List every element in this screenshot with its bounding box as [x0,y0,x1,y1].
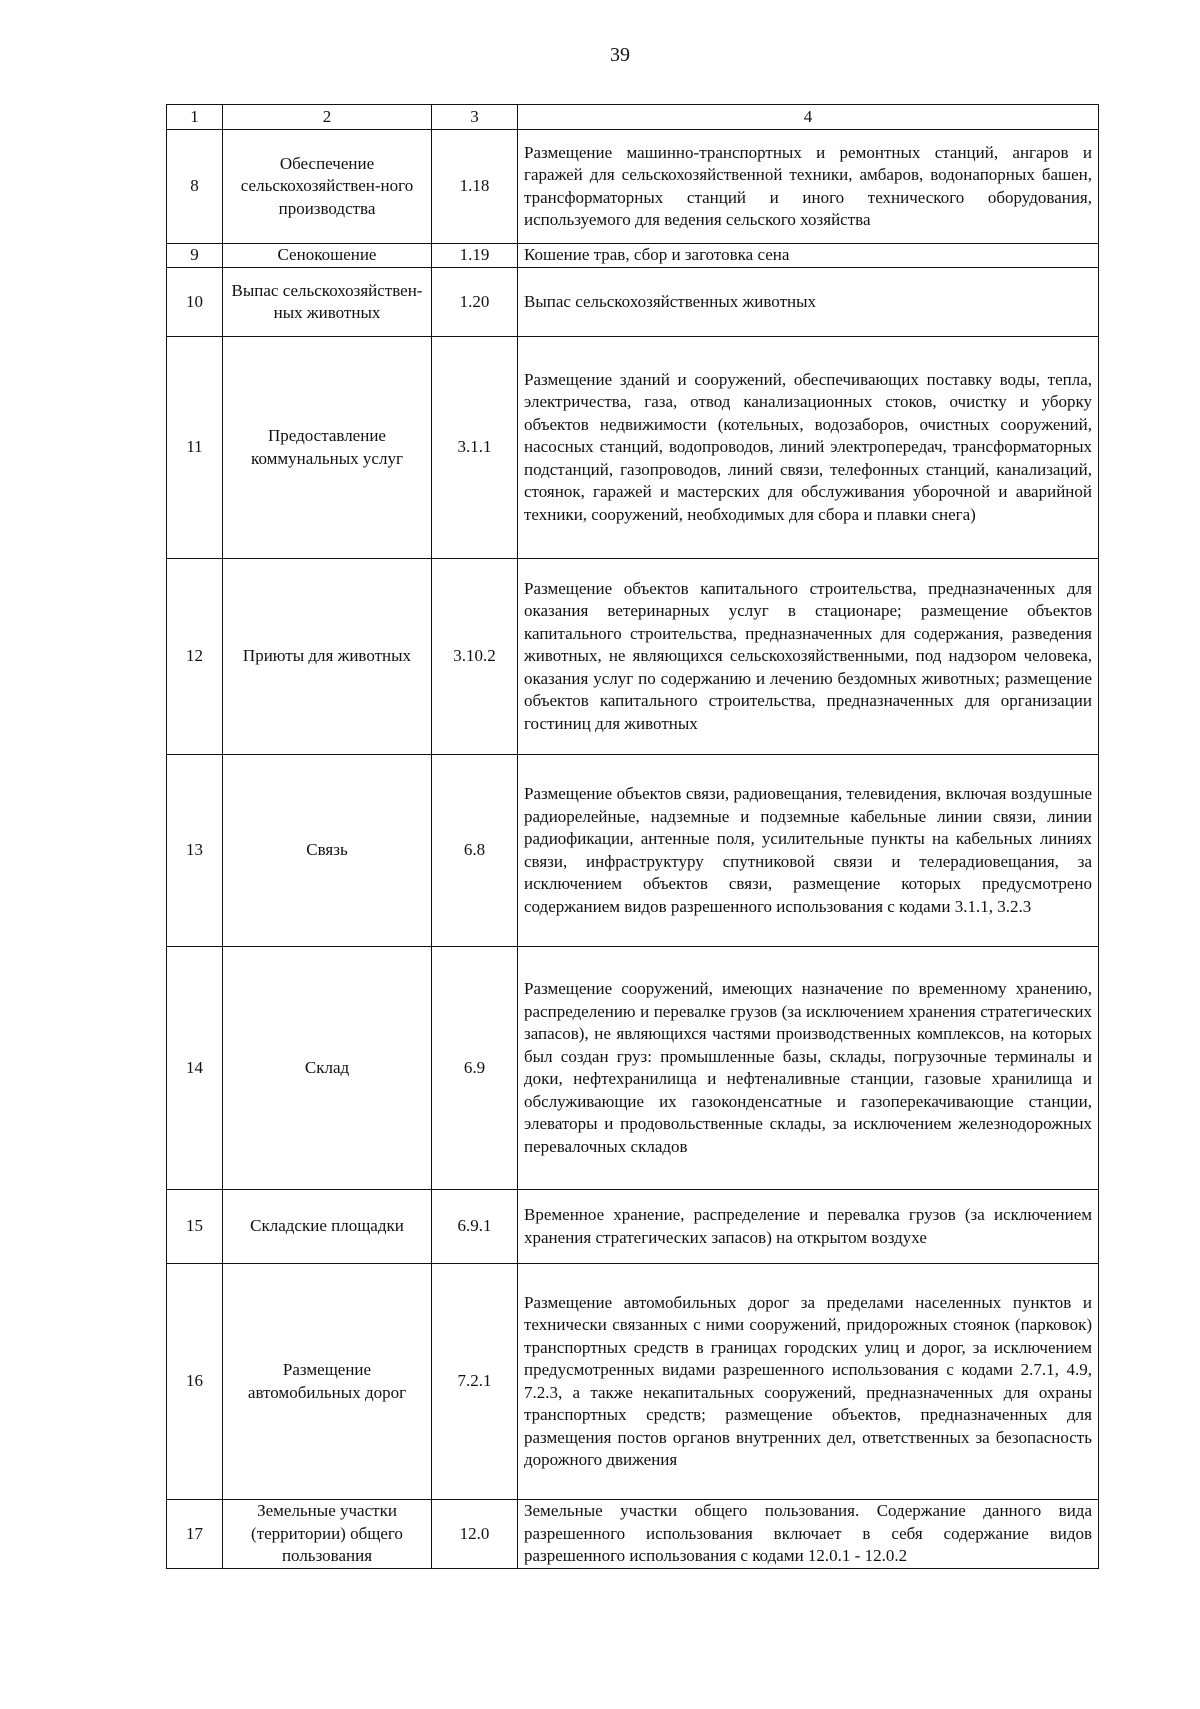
row-code: 6.9.1 [432,1190,518,1264]
row-code: 1.20 [432,268,518,337]
row-name: Размещение автомобильных дорог [223,1264,432,1500]
table-row [167,337,1099,559]
row-name: Предоставление коммунальных услуг [223,337,432,559]
row-number: 17 [167,1500,223,1569]
row-code: 12.0 [432,1500,518,1569]
row-name: Земельные участки (территории) общего пользования [223,1500,432,1569]
page-number: 39 [610,44,630,66]
table-row [167,1264,1099,1500]
table-row [167,755,1099,947]
table-row [167,559,1099,755]
row-code: 6.8 [432,755,518,947]
header-col-1: 1 [167,105,223,130]
header-col-4: 4 [518,105,1099,130]
row-description: Размещение машинно-транспортных и ремонтных станций, ангаров и гаражей для сельскохозяйственной техники, амбаров, водонапорных башен, трансформаторных станций и иного технического оборудования, используемого для ведения сельского хозяйства [518,130,1099,244]
table-row [167,130,1099,244]
row-number: 14 [167,947,223,1190]
table-row [167,244,1099,268]
row-code: 7.2.1 [432,1264,518,1500]
row-code: 6.9 [432,947,518,1190]
row-name: Выпас сельскохозяйствен-ных животных [223,268,432,337]
row-description: Временное хранение, распределение и перевалка грузов (за исключением хранения стратегических запасов) на открытом воздухе [518,1190,1099,1264]
header-row [167,105,1099,130]
row-description: Кошение трав, сбор и заготовка сена [518,244,1099,268]
row-description: Размещение объектов связи, радиовещания, телевидения, включая воздушные радиорелейные, надземные и подземные кабельные линии связи, линии радиофикации, антенные поля, усилительные пункты на кабельных линиях связи, инфраструктуру спутниковой связи и телерадиовещания, за исключением объектов связи, размещение которых предусмотрено содержанием видов разрешенного использования с кодами 3.1.1, 3.2.3 [518,755,1099,947]
row-number: 16 [167,1264,223,1500]
table-body [167,130,1099,1569]
row-description: Размещение сооружений, имеющих назначение по временному хранению, распределению и перевалке грузов (за исключением хранения стратегических запасов), не являющихся частями производственных комплексов, на которых был создан груз: промышленные базы, склады, погрузочные терминалы и доки, нефтехранилища и нефтеналивные станции, газовые хранилища и обслуживающие их газоконденсатные и газоперекачивающие станции, элеваторы и продовольственные склады, за исключением железнодорожных перевалочных складов [518,947,1099,1190]
row-number: 8 [167,130,223,244]
row-name: Сенокошение [223,244,432,268]
row-description: Выпас сельскохозяйственных животных [518,268,1099,337]
land-use-table [166,104,1099,1569]
row-number: 15 [167,1190,223,1264]
table-header [167,105,1099,130]
row-name: Складские площадки [223,1190,432,1264]
row-code: 1.19 [432,244,518,268]
row-number: 12 [167,559,223,755]
table-row [167,1190,1099,1264]
table-row [167,1500,1099,1569]
row-name: Обеспечение сельскохозяйствен-ного производства [223,130,432,244]
table-row [167,268,1099,337]
row-description: Земельные участки общего пользования. Содержание данного вида разрешенного использования включает в себя содержание видов разрешенного использования с кодами 12.0.1 - 12.0.2 [518,1500,1099,1569]
row-description: Размещение автомобильных дорог за пределами населенных пунктов и технически связанных с ними сооружений, придорожных стоянок (парковок) транспортных средств в границах городских улиц и дорог, за исключением предусмотренных видами разрешенного использования с кодами 2.7.1, 4.9, 7.2.3, а также некапитальных сооружений, предназначенных для охраны транспортных средств; размещение объектов, предназначенных для размещения постов органов внутренних дел, ответственных за безопасность дорожного движения [518,1264,1099,1500]
row-name: Приюты для животных [223,559,432,755]
row-number: 11 [167,337,223,559]
row-description: Размещение объектов капитального строительства, предназначенных для оказания ветеринарных услуг в стационаре; размещение объектов капитального строительства, предназначенных для содержания, разведения животных, не являющихся сельскохозяйственными, под надзором человека, оказания услуг по содержанию и лечению бездомных животных; размещение объектов капитального строительства, предназначенных для организации гостиниц для животных [518,559,1099,755]
table-row [167,947,1099,1190]
row-description: Размещение зданий и сооружений, обеспечивающих поставку воды, тепла, электричества, газа, отвод канализационных стоков, очистку и уборку объектов недвижимости (котельных, водозаборов, очистных сооружений, насосных станций, водопроводов, линий электропередач, трансформаторных подстанций, газопроводов, линий связи, телефонных станций, канализаций, стоянок, гаражей и мастерских для обслуживания уборочной и аварийной техники, сооружений, необходимых для сбора и плавки снега) [518,337,1099,559]
row-code: 3.10.2 [432,559,518,755]
row-number: 13 [167,755,223,947]
row-number: 10 [167,268,223,337]
row-code: 3.1.1 [432,337,518,559]
header-col-2: 2 [223,105,432,130]
row-name: Связь [223,755,432,947]
header-col-3: 3 [432,105,518,130]
row-number: 9 [167,244,223,268]
row-code: 1.18 [432,130,518,244]
row-name: Склад [223,947,432,1190]
